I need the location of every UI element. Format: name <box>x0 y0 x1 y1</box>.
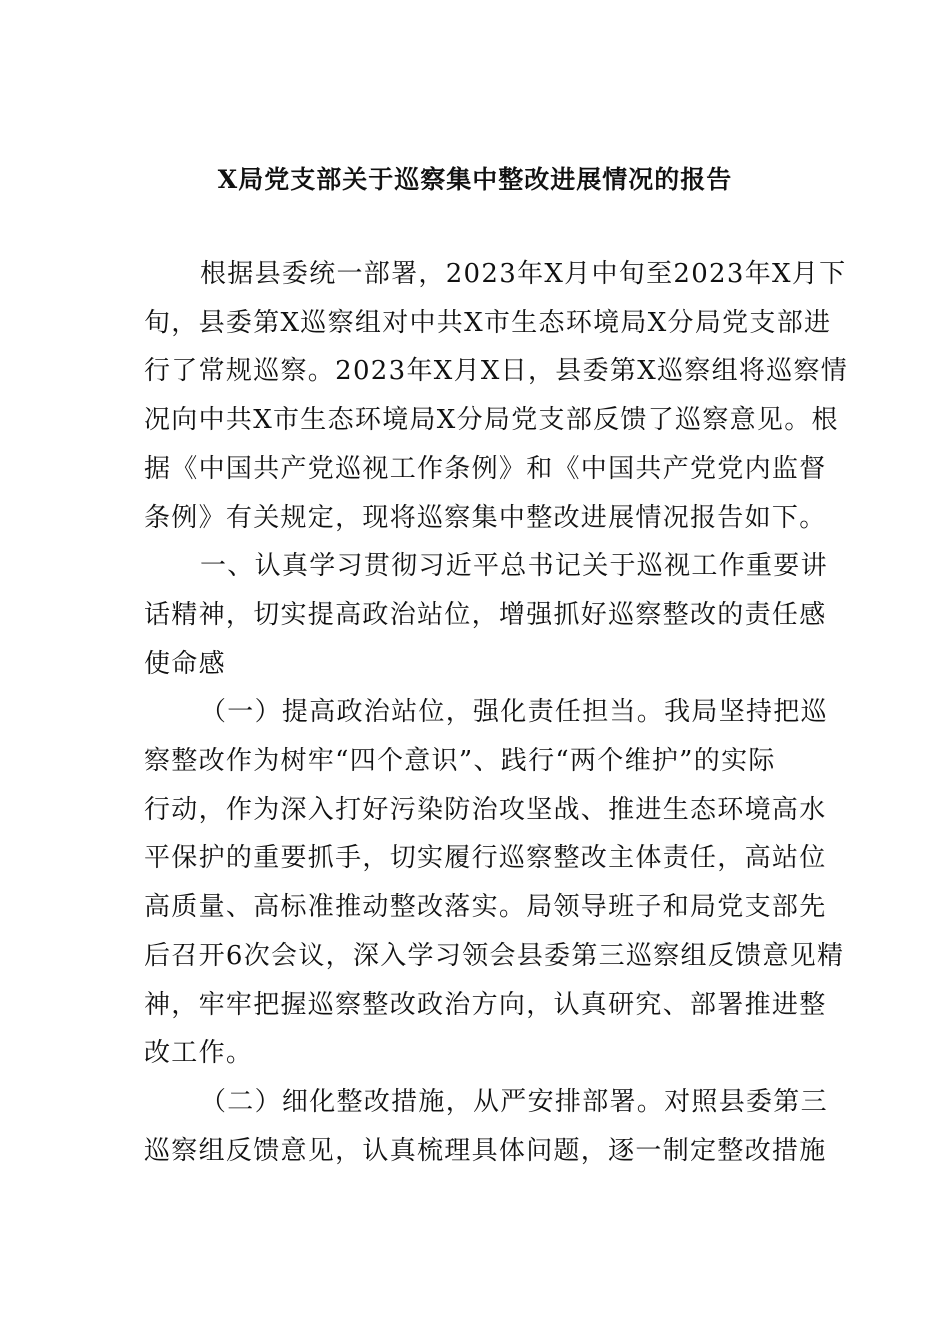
paragraph-line: 行动，作为深入打好污染防治攻坚战、推进生态环境高水 <box>144 794 827 825</box>
paragraph-line: 改工作。 <box>144 1038 254 1069</box>
paragraph-line: 旬，县委第X巡察组对中共X市生态环境局X分局党支部进 <box>144 307 832 338</box>
heading-line: 一、认真学习贯彻习近平总书记关于巡视工作重要讲 <box>200 551 828 582</box>
section-heading-1 <box>144 542 828 688</box>
subsection-2 <box>144 1078 828 1175</box>
paragraph-line: 条例》有关规定，现将巡察集中整改进展情况报告如下。 <box>144 502 827 533</box>
heading-line: 使命感 <box>144 648 226 679</box>
paragraph-line: 况向中共X市生态环境局X分局党支部反馈了巡察意见。根 <box>144 405 839 436</box>
subsection-1 <box>144 688 845 1078</box>
paragraph-line: （二）细化整改措施，从严安排部署。对照县委第三 <box>200 1086 828 1117</box>
paragraph-line: 后召开6次会议，深入学习领会县委第三巡察组反馈意见精 <box>144 940 845 971</box>
paragraph-line: 高质量、高标准推动整改落实。局领导班子和局党支部先 <box>144 892 827 923</box>
paragraph-line: 神，牢牢把握巡察整改政治方向，认真研究、部署推进整 <box>144 989 827 1020</box>
document-body <box>144 250 849 1175</box>
heading-line: 话精神，切实提高政治站位，增强抓好巡察整改的责任感 <box>144 599 827 630</box>
paragraph-line: （一）提高政治站位，强化责任担当。我局坚持把巡 <box>200 697 828 728</box>
document-title: X局党支部关于巡察集中整改进展情况的报告 <box>217 165 733 194</box>
paragraph-line: 据《中国共产党巡视工作条例》和《中国共产党党内监督 <box>144 453 827 484</box>
paragraph-line: 平保护的重要抓手，切实履行巡察整改主体责任，高站位 <box>144 843 827 874</box>
paragraph-intro <box>144 250 849 542</box>
paragraph-line: 巡察组反馈意见，认真梳理具体问题，逐一制定整改措施 <box>144 1135 827 1166</box>
paragraph-line: 察整改作为树牢“四个意识”、践行“两个维护”的实际 <box>144 746 776 777</box>
paragraph-line: 行了常规巡察。2023年X月X日，县委第X巡察组将巡察情 <box>144 356 849 387</box>
paragraph-line: 根据县委统一部署，2023年X月中旬至2023年X月下 <box>200 259 847 289</box>
